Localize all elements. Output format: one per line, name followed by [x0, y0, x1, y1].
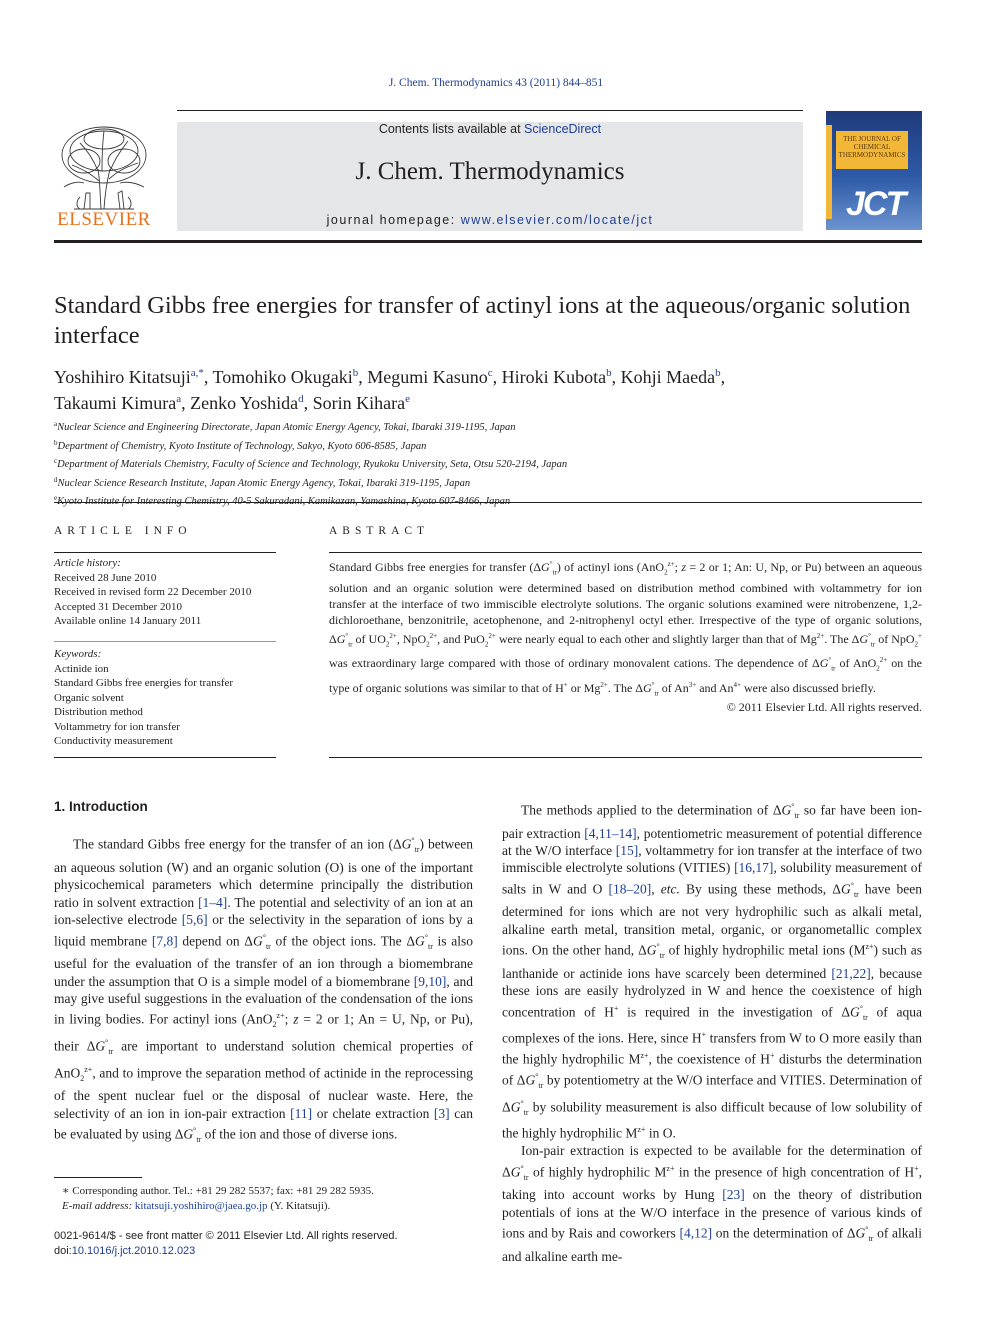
citation-link[interactable]: [15]: [615, 843, 639, 858]
contents-line: [177, 122, 803, 136]
header-thick-rule: [54, 240, 922, 243]
doi-link[interactable]: 10.1016/j.jct.2010.12.023: [71, 1245, 196, 1257]
body-paragraph: The standard Gibbs free energy for the transfer of an ion $(\Delta G^\circ_{tr})$ between an aqueous solution (W) and an organic solution (O) is one of the important physicochemical parameters which determine principally the distribution ratio in solvent extraction [1–4]. The potential and selectivity of an ion at an ion-selective electrode [5,6] or the selectivity in the separation of ions by a liquid membrane [7,8] depend on $\Delta G^\circ_{tr}$ of the object ions. The $\Delta G^\circ_{tr}$ is also useful for the evaluation of the transfer of an ion through a biomembrane under the assumption that O is a simple model of a biomembrane [9,10], and may give useful suggestions in the evaluation of the condensation of the ions in living bodies. For actinyl ions (AnO$_2^{z+}$; z = 2 or 1; An = U, Np, or Pu), their $\Delta G^\circ_{tr}$ are important to understand solution chemical properties of AnO$_2^{z+}$, and to improve the separation method of actinide in the reprocessing of the spent nuclear fuel or the disposal of nuclear waste. Here, the selectivity of an ion in ion-pair extraction [11] or chelate extraction [3] can be evaluated by using $\Delta G^\circ_{tr}$ of the ion and those of diverse ions.: [54, 836, 474, 1145]
citation-link[interactable]: [23]: [722, 1187, 745, 1203]
body-paragraph: The methods applied to the determination of $\Delta G^\circ_{tr}$ so far have been ion-pair extraction [4,11–14], potentiometric measurement of potential difference at the W/O interface [15], voltammetry for ion transfer at the interface of two immiscible electrolyte solutions (VITIES) [16,17], solubility measurement of salts in W and O [18–20], etc. By using these methods, $\Delta G^\circ_{tr}$ have been determined for ions which are not very hydrophilic such as alkali metal, alkaline earth metal, transition metal, organic, or organometallic complex ions. On the other hand, $\Delta G^\circ_{tr}$ of highly hydrophilic metal ions $(M^{z+})$ such as lanthanide or actinide ions have scarcely been determined [21,22], because these ions are easily hydrolyzed in W and hence the coexistence of high concentration of H+ is required in the investigation of $\Delta G^\circ_{tr}$ of aqua complexes of the ions. Here, since H+ transfers from W to O more easily than the highly hydrophilic $M^{z+}$, the coexistence of H+ disturbs the determination of $\Delta G^\circ_{tr}$ by potentiometry at the W/O interface and VITIES. Determination of $\Delta G^\circ_{tr}$ by solubility measurement is also difficult because of low solubility of the highly hydrophilic $M^{z+}$ in O.: [502, 802, 923, 1141]
contents-label: Contents lists available at: [378, 122, 525, 136]
email-link[interactable]: kitatsuji.yoshihiro@jaea.go.jp: [134, 1200, 268, 1212]
abstract-bottom-rule: [329, 757, 922, 758]
abstract-text: Standard Gibbs free energies for transfer $(\Delta G^\circ_{tr})$ of actinyl ions (AnO$_2^{z+}$; z = 2 or 1; An: U, Np, or Pu) between an aqueous solution and an organic solution were determined based on distribution method combined with voltammetry for ion transfer at the interface of two immiscible electrolyte solutions. The organic solutions examined were nitrobenzene, 1,2-dichloroethane, benzonitrile, acetophenone, and 2-nitrophenyl octyl ether. Irrespective of the type of organic solutions, $\Delta G^\circ_{tr}$ of $UO_2^{2+}$, NpO$_2^{2+}$, and PuO$_2^{2+}$ were nearly equal to each other and slightly larger than that of $Mg^{2+}$. The $\Delta G^\circ_{tr}$ of NpO$_2$+ was extraordinary large compared with those of ordinary monovalent cations. The dependence of $\Delta G^\circ_{tr}$ of AnO$_2^{2+}$ on the type of organic solutions was similar to that of H+ or $Mg^{2+}$. The $\Delta G^\circ_{tr}$ of $An^{3+}$ and $An^{4+}$ were also discussed briefly.: [329, 560, 922, 697]
article-info-separator: [54, 641, 276, 642]
citation-link[interactable]: [5,6]: [181, 912, 208, 928]
author-8[interactable]: Sorin Kihara$^e$: [312, 393, 410, 413]
front-matter: [54, 1229, 484, 1259]
copyright-notice: © 2011 Elsevier Ltd. All rights reserved.: [726, 700, 922, 714]
journal-cover[interactable]: [826, 111, 922, 230]
sciencedirect-link[interactable]: ScienceDirect: [524, 122, 602, 136]
homepage-label: journal homepage:: [326, 213, 461, 227]
body-paragraph: Ion-pair extraction is expected to be available for the determination of $\Delta G^\circ_{tr}$ of highly hydrophilic $M^{z+}$ in the presence of high concentration of H+, taking into account works by Hung [23] on the theory of distribution potentials of ions at the W/O interface in the presence of various kinds of ions and by Rais and coworkers [4,12] on the determination of $\Delta G^\circ_{tr}$ of alkali and alkaline earth me-: [502, 1143, 923, 1264]
citation-link[interactable]: [3]: [433, 1105, 450, 1121]
doi-line: doi:10.1016/j.jct.2010.12.023: [54, 1245, 196, 1257]
article-title: Standard Gibbs free energies for transfer of actinyl ions at the aqueous/organic solution interface: [54, 292, 911, 349]
affiliation-rule: [54, 502, 922, 503]
article-info-rule: [54, 552, 276, 553]
journal-name: J. Chem. Thermodynamics: [355, 158, 625, 185]
citation-link[interactable]: [11]: [290, 1105, 313, 1121]
keyword-item: Conductivity measurement: [54, 735, 173, 747]
citation-link[interactable]: [21,22]: [831, 965, 871, 981]
affiliation-item: $^a$Nuclear Science and Engineering Directorate, Japan Atomic Energy Agency, Tokai, Ibaraki 319-1195, Japan: [54, 420, 516, 433]
article-info-bottom-rule: [54, 757, 276, 758]
keyword-list: [54, 647, 276, 749]
history-label: Article history:: [54, 557, 121, 569]
author-1[interactable]: Yoshihiro Kitatsuji$^{a,*}$: [54, 367, 204, 387]
article-info-heading: ARTICLE INFO: [54, 525, 192, 537]
author-3[interactable]: Megumi Kasuno$^c$: [367, 367, 493, 387]
citation-link[interactable]: [16,17]: [734, 860, 774, 876]
keyword-item: Voltammetry for ion transfer: [54, 720, 180, 733]
author-4[interactable]: Hiroki Kubota$^b$: [501, 367, 612, 387]
affiliation-item: $^c$Department of Materials Chemistry, Faculty of Science and Technology, Ryukoku University, Seta, Otsu 520-2194, Japan: [54, 457, 568, 470]
elsevier-logo[interactable]: [54, 121, 154, 233]
corresponding-author-footnote: [54, 1184, 484, 1214]
affiliation-item: $^d$Nuclear Science Research Institute, Japan Atomic Energy Agency, Tokai, Ibaraki 319-1195, Japan: [54, 475, 471, 489]
citation-link[interactable]: [7,8]: [151, 933, 178, 949]
citation-link[interactable]: [18–20]: [608, 881, 652, 897]
author-7[interactable]: Zenko Yoshida$^d$: [190, 393, 304, 413]
affiliation-item: $^e$Kyoto Institute for Interesting Chemistry, 40-5 Sakuradani, Kamikazan, Yamashina, Kyoto 607-8466, Japan: [54, 494, 511, 507]
footnote-line: ∗ Corresponding author. Tel.: +81 29 282 5537; fax: +81 29 282 5935.: [62, 1185, 374, 1197]
affiliation-list: [54, 417, 924, 510]
keywords-label: Keywords:: [54, 648, 102, 660]
section-heading: 1. Introduction: [54, 799, 148, 814]
author-5[interactable]: Kohji Maeda$^b$: [620, 367, 721, 387]
author-list: Yoshihiro Kitatsuji$^{a,*}$, Tomohiko Okugaki$^b$, Megumi Kasuno$^c$, Hiroki Kubota$^b$, Kohji Maeda$^b$, Takaumi Kimura$^a$, Zenko Yoshida$^d$, Sorin Kihara$^e$: [54, 367, 726, 413]
body-column-right: [502, 798, 922, 1265]
elsevier-wordmark: ELSEVIER: [57, 209, 151, 230]
history-item: Received 28 June 2010: [54, 571, 157, 584]
keyword-item: Organic solvent: [54, 691, 124, 704]
keyword-item: Standard Gibbs free energies for transfer: [54, 677, 234, 689]
cover-title: THE JOURNAL OF CHEMICAL THERMODYNAMICS: [838, 135, 906, 159]
citation-link[interactable]: [1–4]: [198, 894, 228, 910]
history-item: Available online 14 January 2011: [54, 615, 202, 627]
article-history: [54, 556, 276, 629]
keyword-item: Distribution method: [54, 706, 143, 718]
homepage-link[interactable]: www.elsevier.com/locate/jct: [460, 213, 654, 227]
cover-title-panel: [836, 131, 908, 169]
footnote-email-line: E-mail address: kitatsuji.yoshihiro@jaea.go.jp (Y. Kitatsuji).: [62, 1200, 331, 1212]
body-column-left: [54, 798, 473, 1149]
author-6[interactable]: Takaumi Kimura$^a$: [54, 393, 182, 413]
author-2[interactable]: Tomohiko Okugaki$^b$: [212, 367, 359, 387]
abstract-rule: [329, 552, 922, 553]
citation-link[interactable]: [9,10]: [413, 973, 447, 989]
cover-stripe: [826, 125, 832, 219]
header-rule: [177, 110, 803, 111]
abstract-heading: ABSTRACT: [329, 525, 430, 537]
journal-homepage: [177, 213, 803, 227]
cover-jct: JCT: [846, 185, 905, 223]
keyword-item: Actinide ion: [54, 662, 109, 675]
citation-link[interactable]: [4,12]: [679, 1225, 713, 1241]
footnote-rule: [54, 1177, 142, 1178]
history-item: Received in revised form 22 December 2010: [54, 586, 252, 598]
history-item: Accepted 31 December 2010: [54, 600, 182, 613]
issn-line: 0021-9614/$ - see front matter © 2011 Elsevier Ltd. All rights reserved.: [54, 1230, 398, 1242]
citation-link[interactable]: [4,11–14]: [584, 825, 637, 841]
journal-citation[interactable]: J. Chem. Thermodynamics 43 (2011) 844–851: [388, 77, 604, 89]
affiliation-item: $^b$Department of Chemistry, Kyoto Institute of Technology, Sakyo, Kyoto 606-8585, Japan: [54, 438, 427, 452]
